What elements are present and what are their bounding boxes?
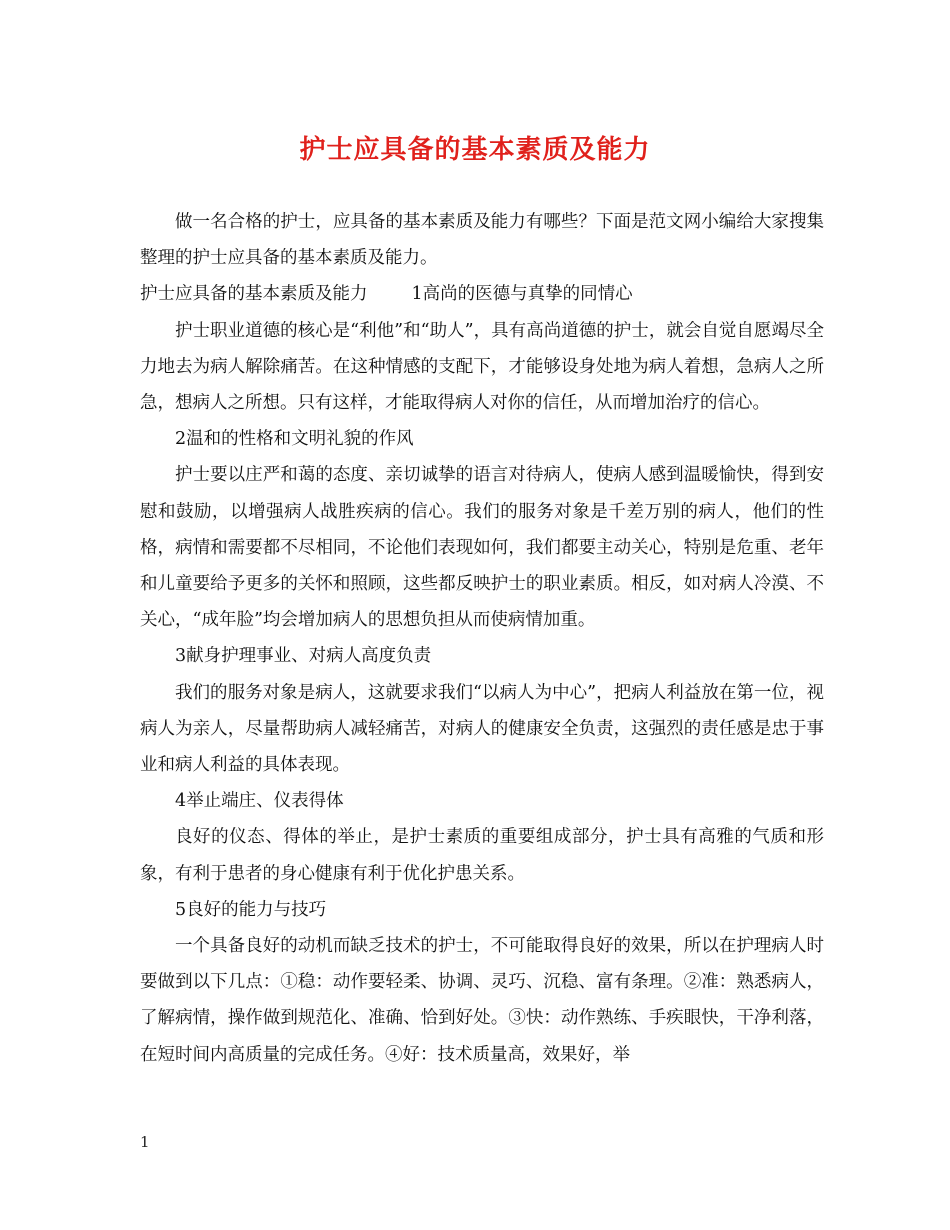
section-5-heading: 5良好的能力与技巧 bbox=[175, 899, 327, 920]
document-title: 护士应具备的基本素质及能力 bbox=[299, 135, 651, 165]
intro-paragraph: 做一名合格的护士，应具备的基本素质及能力有哪些？下面是范文网小编给大家搜集整理的护士应具备的基本素质及能力。 bbox=[140, 212, 824, 269]
section-5-paragraph: 一个具备良好的动机而缺乏技术的护士，不可能取得良好的效果，所以在护理病人时要做到以下几点：①稳：动作要轻柔、协调、灵巧、沉稳、富有条理。②准：熟悉病人，了解病情，操作做到规范化、准确、恰到好处。③快：动作熟练、手疾眼快，干净利落，在短时间内高质量的完成任务。④好：技术质量高，效果好，举 bbox=[140, 936, 824, 1065]
section-3-paragraph: 我们的服务对象是病人，这就要求我们“以病人为中心”，把病人利益放在第一位，视病人为亲人，尽量帮助病人减轻痛苦，对病人的健康安全负责，这强烈的责任感是忠于事业和病人利益的具体表现。 bbox=[140, 682, 824, 776]
section-4-paragraph: 良好的仪态、得体的举止，是护士素质的重要组成部分，护士具有高雅的气质和形象，有利于患者的身心健康有利于优化护患关系。 bbox=[140, 827, 824, 884]
section-2-heading: 2温和的性格和文明礼貌的作风 bbox=[175, 429, 414, 450]
section-2-paragraph: 护士要以庄严和蔼的态度、亲切诚挚的语言对待病人，使病人感到温暖愉快，得到安慰和鼓励，以增强病人战胜疾病的信心。我们的服务对象是千差万别的病人，他们的性格，病情和需要都不尽相同，不论他们表现如何，我们都要主动关心，特别是危重、老年和儿童要给予更多的关怀和照顾，这些都反映护士的职业素质。相反，如对病人冷漠、不关心，“成年脸”均会增加病人的思想负担从而使病情加重。 bbox=[140, 465, 824, 631]
page-number: 1 bbox=[140, 1133, 150, 1151]
section-1-paragraph: 护士职业道德的核心是“利他”和“助人”，具有高尚道德的护士，就会自觉自愿竭尽全力地去为病人解除痛苦。在这种情感的支配下，才能够设身处地为病人着想，急病人之所急，想病人之所想。只有这样，才能取得病人对你的信任，从而增加治疗的信心。 bbox=[140, 320, 824, 414]
section-4-heading: 4举止端庄、仪表得体 bbox=[175, 791, 344, 812]
section-3-heading: 3献身护理事业、对病人高度负责 bbox=[175, 646, 432, 667]
document-body bbox=[140, 204, 824, 1073]
section-1-heading-line bbox=[140, 276, 824, 312]
section-label: 护士应具备的基本素质及能力 bbox=[140, 284, 368, 305]
section-1-heading: 1高尚的医德与真挚的同情心 bbox=[411, 284, 633, 305]
